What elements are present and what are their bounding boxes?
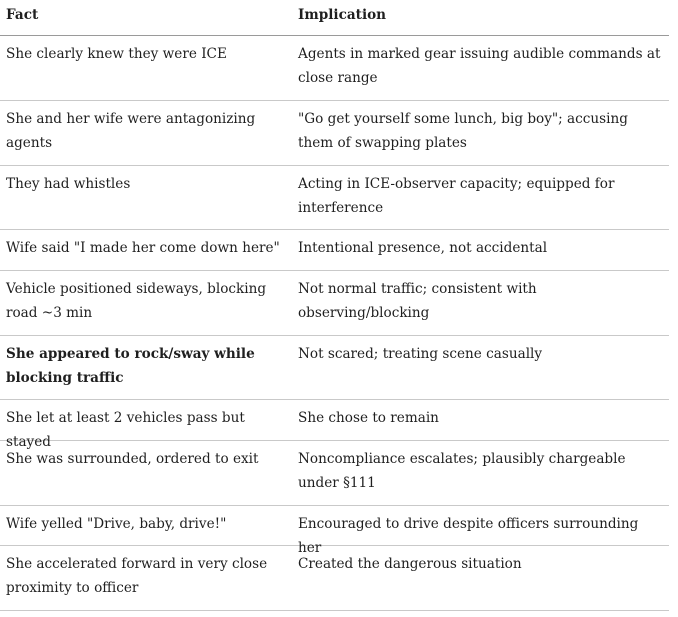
fact-cell: She appeared to rock/sway while blocking traffic [6, 346, 255, 386]
fact-cell: She accelerated forward in very close proximity to officer [6, 556, 268, 596]
fact-cell: She and her wife were antagonizing agents [6, 111, 256, 151]
column-header-fact: Fact [6, 7, 39, 23]
implication-cell: She chose to remain [298, 410, 439, 426]
implication-cell: "Go get yourself some lunch, big boy"; accusing them of swapping plates [298, 111, 628, 151]
table-row [0, 271, 669, 336]
table-row [0, 230, 669, 271]
implication-cell: Intentional presence, not accidental [298, 240, 548, 256]
implication-cell: Noncompliance escalates; plausibly chargeable under §111 [298, 451, 626, 491]
fact-cell: She clearly knew they were ICE [6, 46, 227, 62]
implication-cell: Agents in marked gear issuing audible commands at close range [298, 46, 661, 86]
implication-cell: Acting in ICE-observer capacity; equipped for interference [298, 176, 615, 216]
implication-cell: Not scared; treating scene casually [298, 346, 543, 362]
implication-cell: Created the dangerous situation [298, 556, 522, 572]
table-row [0, 506, 669, 556]
fact-cell: They had whistles [6, 176, 131, 192]
fact-cell: Wife yelled "Drive, baby, drive!" [6, 516, 227, 532]
table-row [0, 336, 669, 400]
implication-cell: Encouraged to drive despite officers surrounding her [298, 516, 639, 556]
column-header-implication: Implication [298, 7, 387, 23]
fact-cell: She was surrounded, ordered to exit [6, 451, 259, 467]
fact-cell: Wife said "I made her come down here" [6, 240, 280, 256]
fact-cell: Vehicle positioned sideways, blocking road ~3 min [6, 281, 267, 321]
implication-cell: Not normal traffic; consistent with observing/blocking [298, 281, 537, 321]
fact-cell: She let at least 2 vehicles pass but stayed [6, 410, 245, 450]
table-row [0, 400, 669, 450]
table-row [0, 36, 669, 101]
table-row [0, 441, 669, 506]
table-row [0, 166, 669, 230]
table-header-row [0, 0, 669, 36]
table-row [0, 101, 669, 166]
table-row [0, 546, 669, 611]
